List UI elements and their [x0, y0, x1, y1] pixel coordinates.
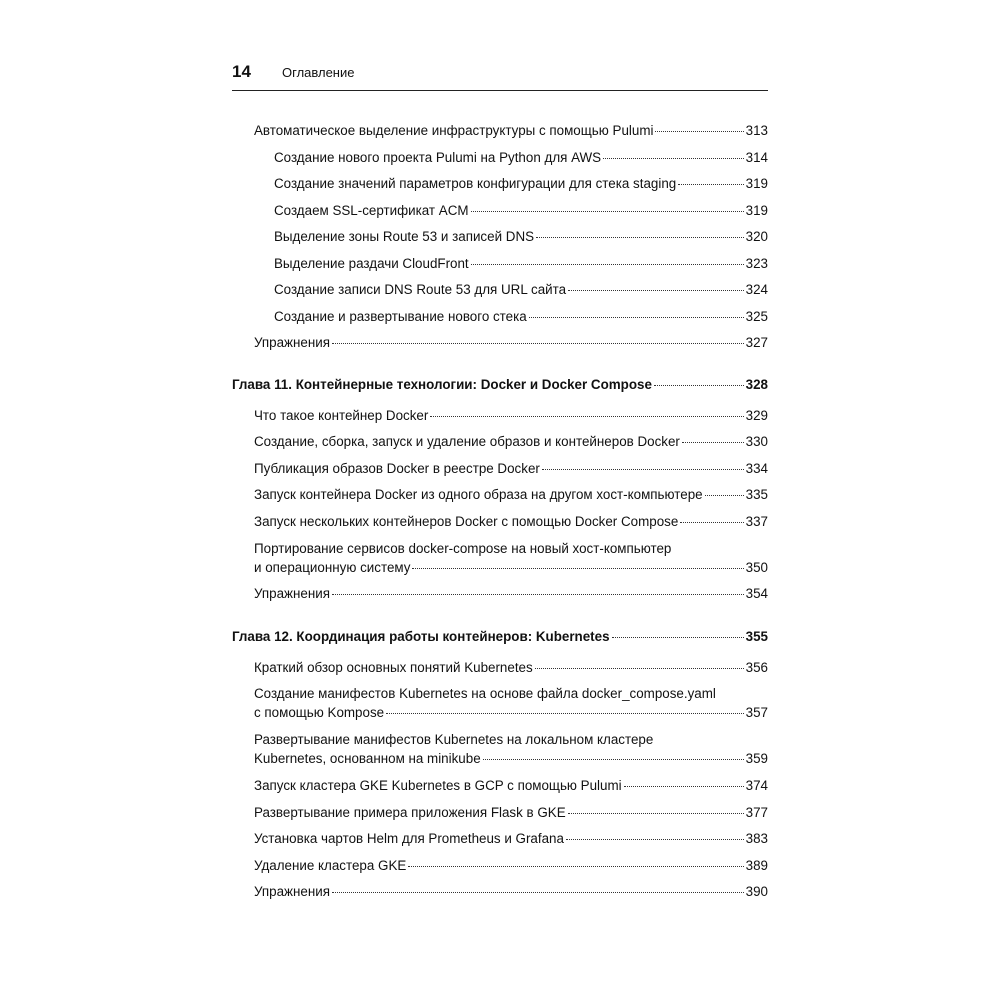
toc-subentry: Создание нового проекта Pulumi на Python для AWS 314 [274, 150, 768, 165]
toc-entry: Удаление кластера GKE 389 [254, 858, 768, 873]
toc-subentry: Выделение раздачи CloudFront 323 [274, 256, 768, 271]
toc-subentry: Создаем SSL-сертификат ACM 319 [274, 203, 768, 218]
toc-chapter-11: Глава 11. Контейнерные технологии: Docker и Docker Compose 328 [232, 377, 768, 392]
toc-entry: Публикация образов Docker в реестре Docker 334 [254, 461, 768, 476]
toc-entry: Что такое контейнер Docker 329 [254, 408, 768, 423]
toc-entry: Упражнения 354 [254, 586, 768, 601]
toc-entry: Автоматическое выделение инфраструктуры с помощью Pulumi 313 [254, 123, 768, 138]
toc-entry: Запуск кластера GKE Kubernetes в GCP с помощью Pulumi 374 [254, 778, 768, 793]
toc-entry: Запуск контейнера Docker из одного образа на другом хост-компьютере 335 [254, 487, 768, 502]
toc-entry: Краткий обзор основных понятий Kubernetes 356 [254, 660, 768, 675]
running-title: Оглавление [282, 65, 355, 80]
toc-subentry: Выделение зоны Route 53 и записей DNS 320 [274, 229, 768, 244]
toc-chapter-12: Глава 12. Координация работы контейнеров: Kubernetes 355 [232, 629, 768, 644]
page-number: 14 [232, 62, 251, 81]
toc-subentry: Создание записи DNS Route 53 для URL сайта 324 [274, 282, 768, 297]
toc-subentry: Создание и развертывание нового стека 325 [274, 309, 768, 324]
toc-subentry: Создание значений параметров конфигурации для стека staging 319 [274, 176, 768, 191]
page-header [232, 62, 768, 88]
toc-entry-multiline: Развертывание манифестов Kubernetes на локальном кластере Kubernetes, основанном на minikube 359 [254, 732, 768, 766]
toc-entry: Установка чартов Helm для Prometheus и Grafana 383 [254, 831, 768, 846]
toc-entry: Упражнения 390 [254, 884, 768, 899]
header-rule [232, 90, 768, 91]
toc-entry: Развертывание примера приложения Flask в GKE 377 [254, 805, 768, 820]
toc-entry-multiline: Создание манифестов Kubernetes на основе файла docker_compose.yaml с помощью Kompose 357 [254, 686, 768, 720]
toc-entry: Упражнения 327 [254, 335, 768, 350]
toc-entry: Запуск нескольких контейнеров Docker с помощью Docker Compose 337 [254, 514, 768, 529]
toc-entry: Создание, сборка, запуск и удаление образов и контейнеров Docker 330 [254, 434, 768, 449]
toc-entry-multiline: Портирование сервисов docker-compose на новый хост-компьютер и операционную систему 350 [254, 541, 768, 575]
